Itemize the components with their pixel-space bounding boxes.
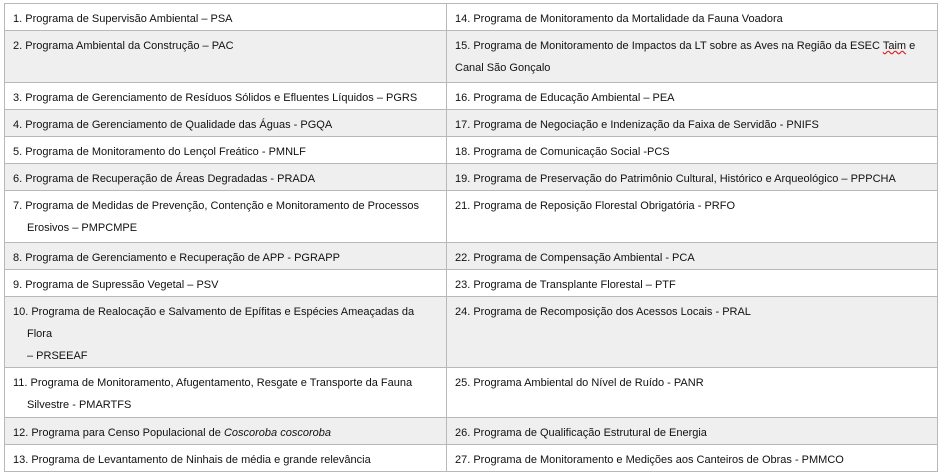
program-cell: 16. Programa de Educação Ambiental – PEA [447, 83, 938, 110]
table-row [5, 191, 938, 243]
table-row [5, 164, 938, 191]
program-cell: 5. Programa de Monitoramento do Lençol Freático - PMNLF [5, 137, 447, 164]
table-row [5, 243, 938, 270]
program-cell: 8. Programa de Gerenciamento e Recuperação de APP - PGRAPP [5, 243, 447, 270]
program-cell: 13. Programa de Levantamento de Ninhais de média e grande relevância [5, 445, 447, 472]
table-row [5, 297, 938, 368]
program-cell: 25. Programa Ambiental do Nível de Ruído - PANR [447, 368, 938, 418]
program-cell: 23. Programa de Transplante Florestal – PTF [447, 270, 938, 297]
program-cell: 15. Programa de Monitoramento de Impactos da LT sobre as Aves na Região da ESEC Taim e Canal São Gonçalo [447, 31, 938, 83]
program-cell: 17. Programa de Negociação e Indenização da Faixa de Servidão - PNIFS [447, 110, 938, 137]
program-cell: 4. Programa de Gerenciamento de Qualidade das Águas - PGQA [5, 110, 447, 137]
table-row [5, 31, 938, 83]
program-cell: 2. Programa Ambiental da Construção – PAC [5, 31, 447, 83]
program-cell: 7. Programa de Medidas de Prevenção, Contenção e Monitoramento de Processos Erosivos – PMPCMPE [5, 191, 447, 243]
program-cell: 11. Programa de Monitoramento, Afugentamento, Resgate e Transporte da Fauna Silvestre - PMARTFS [5, 368, 447, 418]
program-cell: 21. Programa de Reposição Florestal Obrigatória - PRFO [447, 191, 938, 243]
table-row [5, 418, 938, 445]
program-cell: 18. Programa de Comunicação Social -PCS [447, 137, 938, 164]
spellcheck-error: Taim [882, 40, 907, 52]
program-cell: 24. Programa de Recomposição dos Acessos Locais - PRAL [447, 297, 938, 368]
program-cell: 19. Programa de Preservação do Patrimônio Cultural, Histórico e Arqueológico – PPPCHA [447, 164, 938, 191]
table-row [5, 368, 938, 418]
programs-table [4, 3, 938, 472]
program-cell: 10. Programa de Realocação e Salvamento de Epífitas e Espécies Ameaçadas da Flora – PRSEEAF [5, 297, 447, 368]
table-row [5, 270, 938, 297]
program-cell: 22. Programa de Compensação Ambiental - PCA [447, 243, 938, 270]
table-row [5, 137, 938, 164]
program-cell: 27. Programa de Monitoramento e Medições aos Canteiros de Obras - PMMCO [447, 445, 938, 472]
table-row [5, 445, 938, 472]
program-cell: 1. Programa de Supervisão Ambiental – PSA [5, 4, 447, 31]
program-cell: 3. Programa de Gerenciamento de Resíduos Sólidos e Efluentes Líquidos – PGRS [5, 83, 447, 110]
program-cell: 9. Programa de Supressão Vegetal – PSV [5, 270, 447, 297]
program-cell: 26. Programa de Qualificação Estrutural de Energia [447, 418, 938, 445]
program-cell: 12. Programa para Censo Populacional de Coscoroba coscoroba [5, 418, 447, 445]
program-cell: 6. Programa de Recuperação de Áreas Degradadas - PRADA [5, 164, 447, 191]
table-row [5, 83, 938, 110]
table-row [5, 110, 938, 137]
program-cell: 14. Programa de Monitoramento da Mortalidade da Fauna Voadora [447, 4, 938, 31]
table-row [5, 4, 938, 31]
